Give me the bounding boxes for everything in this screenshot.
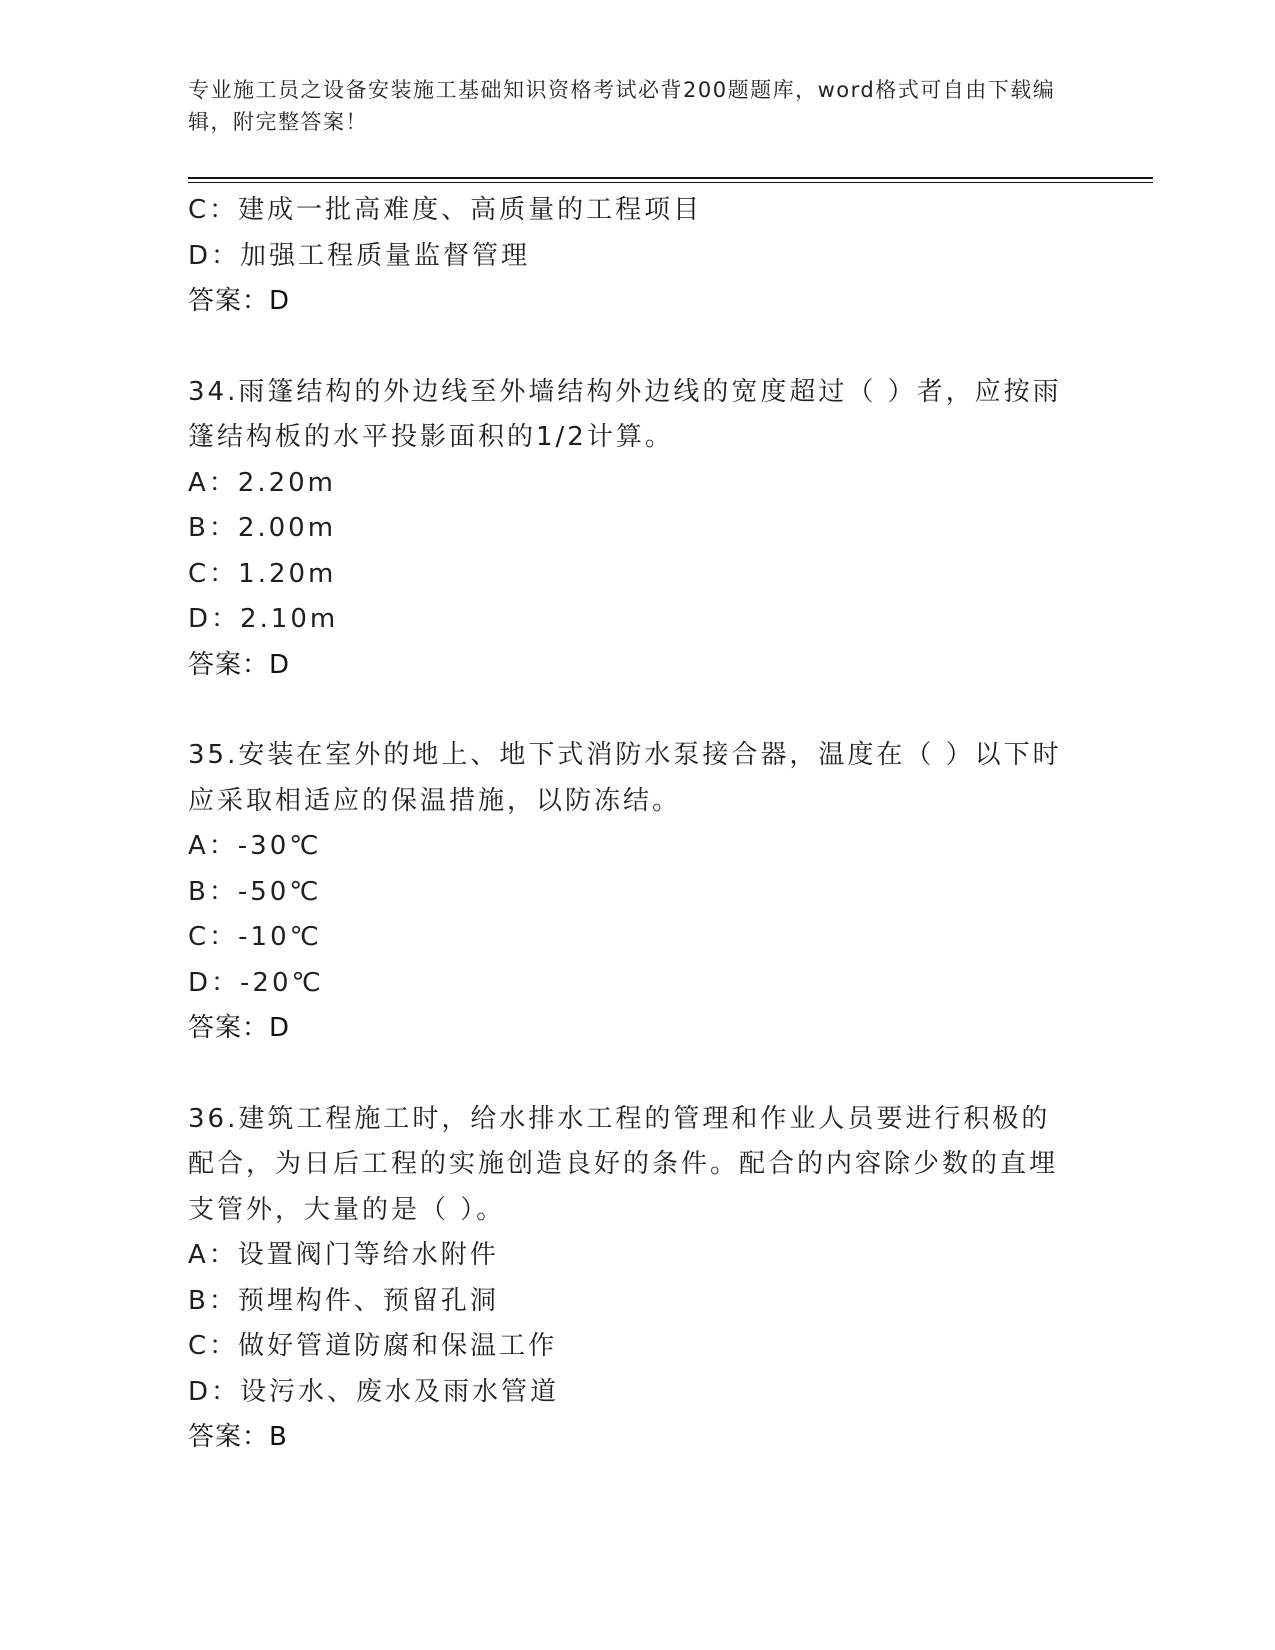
question-34	[188, 370, 1088, 689]
carryover-question	[188, 188, 1088, 325]
option-a: A：设置阀门等给水附件	[188, 1240, 499, 1270]
spacer	[188, 1052, 1088, 1097]
header-divider-thick	[188, 177, 1153, 179]
option-d: D：加强工程质量监督管理	[188, 240, 531, 271]
option-c: C：1.20m	[188, 558, 337, 589]
question-stem: 34.雨篷结构的外边线至外墙结构外边线的宽度超过（ ）者，应按雨篷结构板的水平投影面积的1/2计算。	[188, 376, 1062, 452]
option-d: D：设污水、废水及雨水管道	[188, 1376, 560, 1407]
answer-line: 答案：B	[188, 1422, 288, 1452]
question-stem: 35.安装在室外的地上、地下式消防水泵接合器，温度在（ ）以下时应采取相适应的保温措施，以防冻结。	[188, 740, 1062, 816]
option-d: D：-20℃	[188, 967, 324, 998]
question-36	[188, 1097, 1088, 1461]
option-b: B：2.00m	[188, 513, 337, 543]
answer-line: 答案：D	[188, 1013, 291, 1043]
option-c: C：-10℃	[188, 922, 322, 952]
spacer	[188, 325, 1088, 370]
question-content	[188, 188, 1088, 1461]
question-35	[188, 733, 1088, 1052]
option-d: D：2.10m	[188, 604, 339, 634]
option-c: C：做好管道防腐和保温工作	[188, 1331, 558, 1361]
option-c: C：建成一批高难度、高质量的工程项目	[188, 195, 703, 225]
option-a: A：-30℃	[188, 831, 322, 861]
question-stem: 36.建筑工程施工时，给水排水工程的管理和作业人员要进行积极的配合，为日后工程的实施创造良好的条件。配合的内容除少数的直埋支管外，大量的是（ ）。	[188, 1103, 1059, 1225]
document-header: 专业施工员之设备安装施工基础知识资格考试必背200题题库，word格式可自由下载编辑，附完整答案！	[188, 78, 1056, 134]
option-a: A：2.20m	[188, 467, 337, 498]
option-b: B：预埋构件、预留孔洞	[188, 1285, 499, 1316]
header-divider-thin	[188, 182, 1153, 183]
answer-line: 答案：D	[188, 286, 291, 316]
spacer	[188, 688, 1088, 733]
answer-line: 答案：D	[188, 649, 291, 680]
option-b: B：-50℃	[188, 876, 322, 907]
